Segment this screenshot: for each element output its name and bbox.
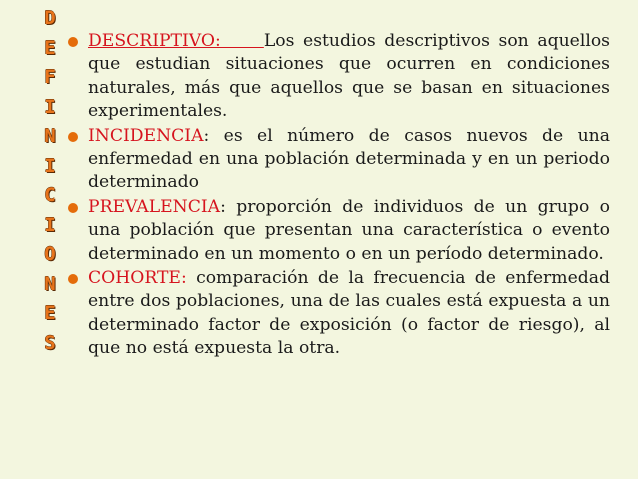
term-incidencia: INCIDENCIA <box>88 125 204 146</box>
title-letter: I <box>44 213 56 236</box>
title-letter: N <box>44 272 56 295</box>
definition-item-descriptivo <box>62 30 610 124</box>
definition-item-prevalencia <box>62 196 610 266</box>
title-letter: I <box>44 154 56 177</box>
title-letter: I <box>44 95 56 118</box>
definition-item-incidencia <box>62 125 610 195</box>
definitions-list <box>62 30 610 362</box>
definition-cohorte: comparación de la frecuencia de enfermedad entre dos poblaciones, una de las cuales está expuesta a un determinado factor de exposición (o factor de riesgo), al que no está expuesta la otra. <box>88 268 610 359</box>
term-descriptivo: DESCRIPTIVO: <box>88 31 264 51</box>
definition-item-cohorte <box>62 267 610 361</box>
definition-prevalencia: : proporción de individuos de un grupo o una población que presentan una característica o evento determinado en un momento o en un período determinado. <box>88 196 610 264</box>
title-letter: F <box>44 66 56 88</box>
bullet-icon <box>68 274 78 284</box>
vertical-title <box>38 4 62 358</box>
bullet-icon <box>68 203 78 213</box>
title-letter: N <box>44 125 56 147</box>
definition-incidencia: : es el número de casos nuevos de una enfermedad en una población determinada y en un periodo determinado <box>88 125 610 193</box>
bullet-icon <box>68 132 78 142</box>
term-prevalencia: PREVALENCIA <box>88 196 221 217</box>
title-letter: S <box>44 331 56 354</box>
title-letter: E <box>44 36 56 59</box>
bullet-icon <box>68 37 78 47</box>
title-letter: D <box>44 7 56 29</box>
definition-descriptivo: Los estudios descriptivos son aquellos que estudian situaciones que ocurren en condiciones naturales, más que aquellos que se basan en situaciones experimentales. <box>88 31 610 122</box>
title-letter: E <box>44 302 56 324</box>
title-letter: O <box>44 243 56 265</box>
term-cohorte: COHORTE: <box>88 268 187 289</box>
title-letter: C <box>44 184 56 206</box>
